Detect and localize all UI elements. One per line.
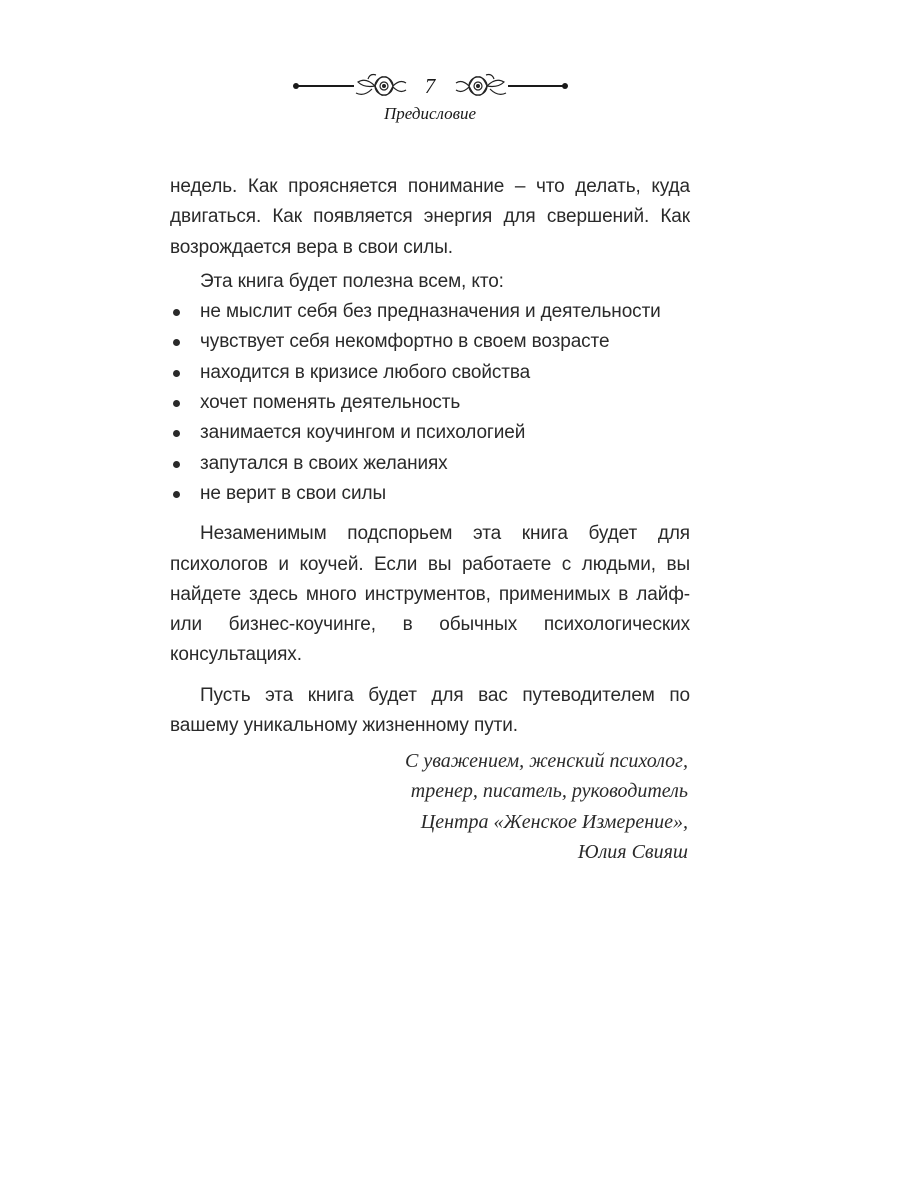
signature-author: Юлия Свияш xyxy=(577,840,688,863)
list-item-text: не мыслит себя без предназначения и деятельности xyxy=(200,301,661,323)
bullet-icon xyxy=(173,491,180,498)
signature-line: тренер, писатель, руководитель xyxy=(410,780,688,803)
floral-ornament-right-icon xyxy=(452,67,512,105)
bullet-icon xyxy=(173,400,180,407)
list-item-text: находится в кризисе любого свойства xyxy=(200,361,531,383)
bullet-icon xyxy=(173,430,180,437)
list-item xyxy=(170,327,690,357)
bullet-icon xyxy=(173,309,180,316)
list-item-text: хочет поменять деятельность xyxy=(200,392,461,414)
page-header xyxy=(0,62,900,132)
paragraph: недель. Как проясняется понимание – что делать, куда двигаться. Как появляется энергия для свершений. Как возрождается вера в свои силы. xyxy=(170,176,690,258)
list-item-text: не верит в свои силы xyxy=(200,482,387,504)
bullet-list xyxy=(170,297,690,509)
page-number: 7 xyxy=(424,74,436,98)
list-item-text: запутался в своих желаниях xyxy=(200,452,448,474)
paragraph: Пусть эта книга будет для вас путеводителем по вашему уникальному жизненному пути. xyxy=(170,684,690,737)
list-item xyxy=(170,358,690,388)
bullet-icon xyxy=(173,370,180,377)
list-item xyxy=(170,449,690,479)
ornament-line-left xyxy=(296,85,354,87)
paragraph: Эта книга будет полезна всем, кто: xyxy=(200,270,504,292)
body-text xyxy=(170,172,690,741)
list-item xyxy=(170,388,690,418)
bullet-icon xyxy=(173,461,180,468)
bullet-icon xyxy=(173,339,180,346)
floral-ornament-left-icon xyxy=(350,67,410,105)
signature-block xyxy=(405,746,688,867)
signature-line: С уважением, женский психолог, xyxy=(405,750,688,772)
running-title: Предисловие xyxy=(383,104,477,123)
list-item-text: чувствует себя некомфортно в своем возрасте xyxy=(200,331,610,353)
list-item xyxy=(170,297,690,327)
list-item xyxy=(170,418,690,448)
list-item xyxy=(170,479,690,509)
signature-line: Центра «Женское Измерение», xyxy=(420,810,688,833)
list-item-text: занимается коучингом и психологией xyxy=(200,422,526,444)
ornament-line-right xyxy=(508,85,565,87)
paragraph: Незаменимым подспорьем эта книга будет для психологов и коучей. Если вы работаете с людьми, вы найдете здесь много инструментов, применимых в лайф- или бизнес-коучинге, в обычных психологических консультациях. xyxy=(170,523,690,666)
